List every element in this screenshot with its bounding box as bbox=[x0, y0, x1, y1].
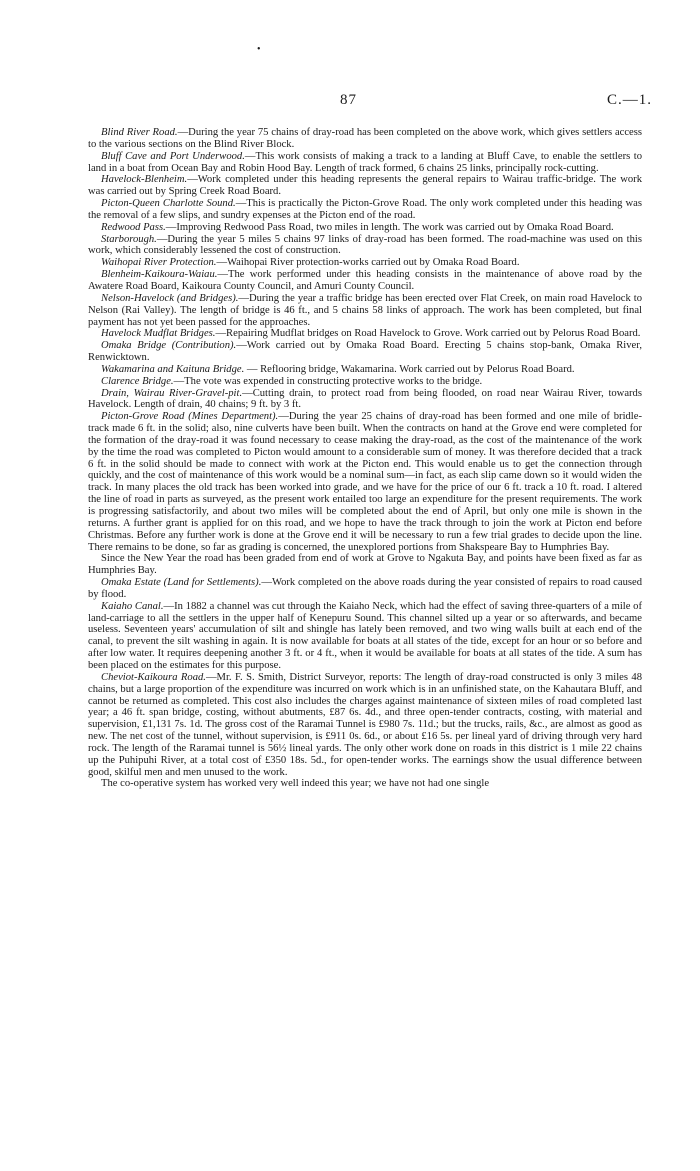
paragraph bbox=[88, 411, 642, 553]
paragraph bbox=[88, 151, 642, 175]
paragraph-heading: Havelock Mudflat Bridges. bbox=[101, 328, 216, 340]
paragraph bbox=[88, 577, 642, 601]
paragraph bbox=[88, 293, 642, 329]
paragraph-heading: Nelson-Havelock (and Bridges). bbox=[101, 292, 239, 304]
paragraph-heading: Cheviot-Kaikoura Road. bbox=[101, 671, 206, 683]
paragraph-text: —Mr. F. S. Smith, District Surveyor, reports: The length of dray-road constructed is only 3 miles 48 chains, but a large proportion of the expenditure was incurred on work which is in an unfinished state, on the Kahautara Bluff, and cannot be returned as completed. This cost also includes the charges against maintenance of sixteen miles of road completed last year; a 46 ft. span bridge, costing, without abutments, £87 6s. 4d., and three open-tender contracts, costing, with material and supervision, £1,131 7s. 1d. The gross cost of the Raramai Tunnel is £980 7s. 11d.; but the trucks, rails, &c., are almost as good as new. The net cost of the tunnel, without supervision, is £911 0s. 6d., or about £16 5s. per lineal yard of driving through very hard rock. The length of the Raramai tunnel is 56½ lineal yards. The only other work done on roads in this district is 1 mile 22 chains up the Puhipuhi River, at a total cost of £350 18s. 5d., for open-tender works. The earnings show the usual difference between good, skilful men and men unused to the work. bbox=[88, 671, 642, 778]
paragraph-heading: Omaka Bridge (Contribution). bbox=[101, 340, 237, 352]
paragraph bbox=[88, 672, 642, 779]
paragraph bbox=[88, 198, 642, 222]
paragraph bbox=[88, 127, 642, 151]
paragraph bbox=[88, 328, 642, 340]
paragraph bbox=[88, 257, 642, 269]
paragraph bbox=[88, 222, 642, 234]
paragraph bbox=[88, 376, 642, 388]
paragraph-heading: Clarence Bridge. bbox=[101, 375, 174, 387]
paragraph-heading: Blenheim-Kaikoura-Waiau. bbox=[101, 269, 218, 281]
paragraph-text: —During the year 5 miles 5 chains 97 links of dray-road has been formed. The road-machine was used on this work, which considerably lessened the cost of construction. bbox=[88, 233, 642, 257]
stray-mark: • bbox=[257, 44, 261, 55]
paragraph-text: —In 1882 a channel was cut through the Kaiaho Neck, which had the effect of saving three-quarters of a mile of land-carriage to all the settlers in the upper half of Kenepuru Sound. This channel silted up a year or so afterwards, and became useless. Seventeen years' accumulation of silt and shingle has lately been removed, and two wing walls built at each end of the canal, to prevent the silt washing in again. It is now available for boats at all states of the tide, except for an hour or so before and after low water. It requires deepening another 3 ft. or 4 ft., when it would be available for boats at all states of the tide. A sum has been placed on the estimates for this purpose. bbox=[88, 600, 642, 671]
paragraph-text: The co-operative system has worked very well indeed this year; we have not had one single bbox=[101, 778, 490, 790]
paragraph-text: Since the New Year the road has been graded from end of work at Grove to Ngakuta Bay, and points have been fixed as far as Humphries Bay. bbox=[88, 553, 642, 577]
paragraph-heading: Kaiaho Canal. bbox=[101, 600, 164, 612]
paragraph-text: —Cutting drain, to protect road from being flooded, on road near Wairau River, towards Havelock. Length of drain, 40 chains; 9 ft. by 3 ft. bbox=[88, 387, 642, 411]
paragraph-heading: Bluff Cave and Port Underwood. bbox=[101, 150, 245, 162]
paragraph-heading: Wakamarina and Kaituna Bridge. bbox=[101, 363, 245, 375]
page-number: 87 bbox=[340, 92, 357, 108]
paragraph-text: —This is practically the Picton-Grove Road. The only work completed under this heading was the removal of a few slips, and sundry expenses at the Picton end of the road. bbox=[88, 198, 642, 221]
paragraph-heading: Starborough. bbox=[101, 233, 157, 245]
paragraph-text: —During the year a traffic bridge has been erected over Flat Creek, on main road Havelock to Nelson (Rai Valley). The length of bridge is 46 ft., and 5 chains 58 links of approach. The work has been completed, but final payment has not yet been passed for the approaches. bbox=[88, 292, 642, 328]
paragraph bbox=[88, 340, 642, 364]
paragraph bbox=[88, 388, 642, 412]
paragraph-text: —During the year 75 chains of dray-road has been completed on the above work, which gives settlers access to the various sections on the Blind River Block. bbox=[88, 127, 643, 150]
paragraph-heading: Drain, Wairau River-Gravel-pit. bbox=[101, 387, 243, 399]
paragraph-text: —The vote was expended in constructing protective works to the bridge. bbox=[173, 375, 483, 387]
paragraph-heading: Waihopai River Protection. bbox=[101, 257, 217, 269]
paragraph-text: —Work completed on the above roads during the year consisted of repairs to road caused by flood. bbox=[88, 577, 642, 600]
paragraph bbox=[88, 234, 642, 258]
paragraph-text: —Waihopai River protection-works carried out by Omaka Road Board. bbox=[216, 257, 520, 269]
paragraph-text: —Repairing Mudflat bridges on Road Havelock to Grove. Work carried out by Pelorus Road Board. bbox=[215, 328, 641, 340]
paragraph-heading: Omaka Estate (Land for Settlements). bbox=[101, 577, 262, 589]
paragraph-text: —Improving Redwood Pass Road, two miles in length. The work was carried out by Omaka Road Board. bbox=[165, 221, 614, 233]
paragraph bbox=[88, 778, 642, 790]
paragraph-text: —Work completed under this heading represents the general repairs to Wairau traffic-bridge. The work was carried out by Spring Creek Road Board. bbox=[88, 174, 642, 198]
paragraph-heading: Picton-Grove Road (Mines Department). bbox=[101, 411, 279, 423]
paragraph bbox=[88, 269, 642, 293]
document-body bbox=[88, 127, 642, 790]
paragraph bbox=[88, 174, 642, 198]
paragraph-heading: Picton-Queen Charlotte Sound. bbox=[101, 198, 236, 210]
document-code: C.—1. bbox=[606, 92, 652, 108]
paragraph-text: —Work carried out by Omaka Road Board. Erecting 5 chains stop-bank, Omaka River, Renwicktown. bbox=[88, 340, 642, 364]
paragraph-text: —The work performed under this heading consists in the maintenance of above road by the Awatere Road Board, Kaikoura County Council, and Amuri County Council. bbox=[88, 269, 642, 292]
paragraph bbox=[88, 364, 642, 376]
page-header bbox=[96, 92, 652, 112]
paragraph bbox=[88, 601, 642, 672]
paragraph-heading: Redwood Pass. bbox=[101, 221, 166, 233]
paragraph-text: —This work consists of making a track to a landing at Bluff Cave, to enable the settlers to land in a boat from Ocean Bay and Robin Hood Bay. Length of track formed, 6 chains 25 links, principally rock-cutting. bbox=[88, 150, 642, 174]
paragraph-heading: Blind River Road. bbox=[101, 127, 178, 138]
paragraph-heading: Havelock-Blenheim. bbox=[101, 174, 188, 186]
paragraph bbox=[88, 553, 642, 577]
paragraph-text: —During the year 25 chains of dray-road has been formed and one mile of bridle-track made 6 ft. in the solid; also, nine culverts have been built. When the contracts on hand at the Grove end were completed for the formation of the dray-road it was found necessary to cease making the dray-road, as the cost of the maintenance of the work by the time the road was completed to Picton would amount to a considerable sum of money. It was therefore decided that a track 6 ft. in the solid should be made to connect with work at the Picton end. This would enable us to get the connection through quickly, and the cost of maintenance of this work would be a nominal sum—in fact, as each slip came down so it would widen the track. In many places the old track has been worked into grade, and we have for the price of our 6 ft. track a 10 ft. road. I altered the line of road in parts as surveyed, as the present work entailed too large an expenditure for the present requirements. The work is progressing satisfactorily, and about two miles will be completed about the end of April, but only one mile is shown in the returns. A further grant is applied for on this road, and we hope to have the track through to join the work at Picton end before Christmas. Before any further work is done at the Grove end it will be necessary to run a few trial grades to decide upon the line. There remains to be done, so far as grading is concerned, the unexplored portions from Shakspeare Bay to Humphries Bay. bbox=[88, 411, 642, 553]
paragraph-text: — Reflooring bridge, Wakamarina. Work carried out by Pelorus Road Board. bbox=[244, 363, 575, 375]
